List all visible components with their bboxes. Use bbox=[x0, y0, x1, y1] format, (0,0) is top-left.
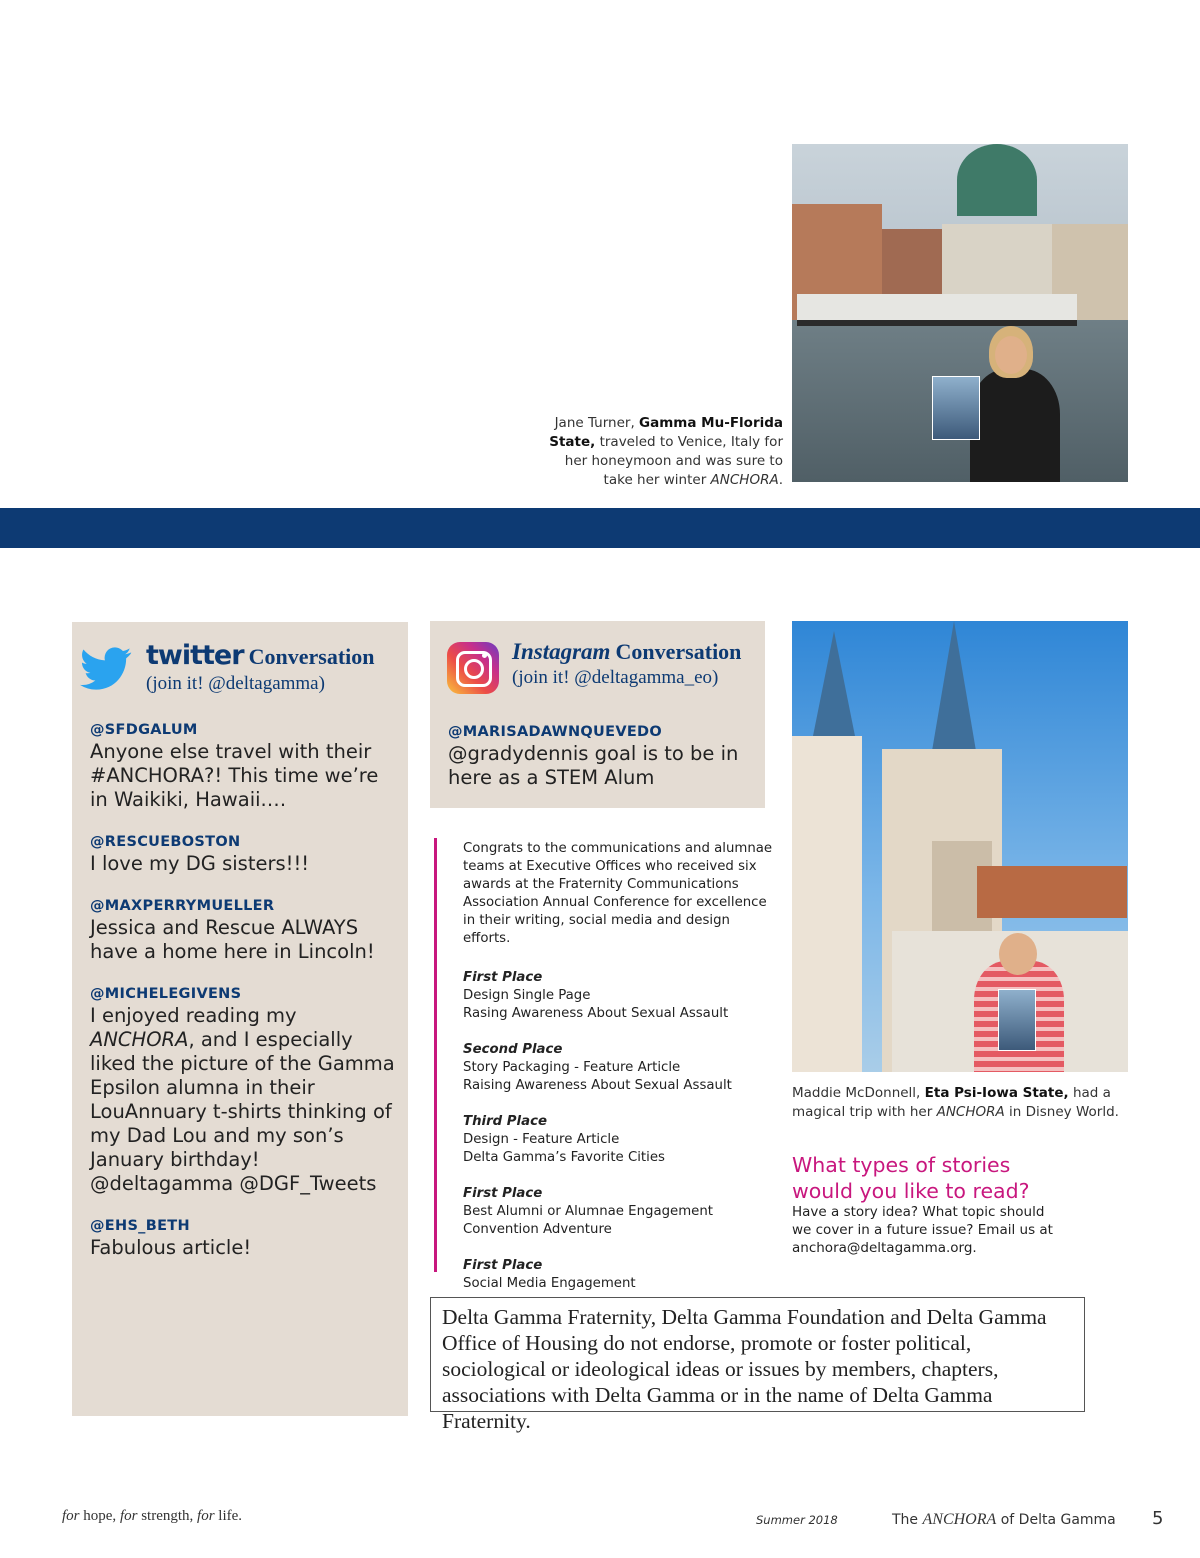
instagram-join: (join it! @deltagamma_eo) bbox=[512, 667, 719, 688]
award-item: First Place Design Single Page Rasing Awareness About Sexual Assault bbox=[463, 970, 729, 1021]
post-handle[interactable]: @MAXPERRYMUELLER bbox=[90, 898, 275, 914]
post-text: @gradydennis goal is to be in here as a STEM Alum bbox=[448, 742, 739, 789]
list-item bbox=[90, 722, 395, 812]
twitter-posts bbox=[90, 722, 395, 1260]
award-item: Second Place Story Packaging - Feature Article Raising Awareness About Sexual Assault bbox=[463, 1042, 732, 1093]
disney-caption: Maddie McDonnell, Eta Psi-Iowa State, had a magical trip with her ANCHORA in Disney World. bbox=[792, 1085, 1119, 1120]
post-handle[interactable]: @SFDGALUM bbox=[90, 722, 198, 738]
twitter-wordmark: twitter bbox=[146, 640, 244, 671]
twitter-header bbox=[146, 640, 375, 671]
post-text: Anyone else travel with their #ANCHORA?! This time we’re in Waikiki, Hawaii.… bbox=[90, 740, 379, 811]
instagram-panel bbox=[430, 621, 765, 808]
instagram-wordmark: Instagram bbox=[512, 639, 611, 664]
footer-magazine-title: The ANCHORA of Delta Gamma bbox=[892, 1511, 1116, 1528]
stories-heading: What types of stories would you like to read? bbox=[792, 1153, 1030, 1203]
section-divider-band bbox=[0, 508, 1200, 548]
twitter-bird-icon bbox=[80, 646, 132, 692]
list-item bbox=[90, 986, 395, 1196]
post-text: I love my DG sisters!!! bbox=[90, 852, 310, 875]
disclaimer-box: Delta Gamma Fraternity, Delta Gamma Foundation and Delta Gamma Office of Housing do not endorse, promote or foster political, sociological or ideological ideas or issues by members, chapters, associations with Delta Gamma or in the name of Delta Gamma Fraternity. bbox=[430, 1297, 1085, 1412]
award-item: First Place Social Media Engagement bbox=[463, 1258, 636, 1291]
awards-intro: Congrats to the communications and alumnae teams at Executive Offices who received six awards at the Fraternity Communications Association Annual Conference for excellence in their writing, social media and design efforts. bbox=[463, 841, 773, 946]
twitter-join: (join it! @deltagamma) bbox=[146, 673, 325, 694]
venice-photo bbox=[792, 144, 1128, 482]
venice-caption: Jane Turner, Gamma Mu-Florida State, traveled to Venice, Italy for her honeymoon and was sure to take her winter ANCHORA. bbox=[549, 415, 783, 488]
awards-accent-bar bbox=[434, 838, 437, 1272]
post-text: I enjoyed reading my ANCHORA, and I especially liked the picture of the Gamma Epsilon alumna in their LouAnnuary t-shirts thinking of my Dad Lou and my son’s January birthday! @deltagamma @DGF_Tweets bbox=[90, 1004, 395, 1195]
post-text: Jessica and Rescue ALWAYS have a home here in Lincoln! bbox=[90, 916, 375, 963]
instagram-header bbox=[512, 639, 741, 665]
instagram-title: Conversation bbox=[615, 639, 742, 664]
post-text: Fabulous article! bbox=[90, 1236, 252, 1259]
disney-photo bbox=[792, 621, 1128, 1072]
list-item bbox=[90, 1218, 395, 1260]
award-item: Third Place Design - Feature Article Delta Gamma’s Favorite Cities bbox=[463, 1114, 665, 1165]
stories-body: Have a story idea? What topic should we cover in a future issue? Email us at anchora@deltagamma.org. bbox=[792, 1204, 1053, 1256]
list-item bbox=[448, 724, 748, 790]
list-item bbox=[90, 834, 395, 876]
list-item bbox=[90, 898, 395, 964]
post-handle[interactable]: @EHS_BETH bbox=[90, 1218, 190, 1234]
post-handle[interactable]: @RESCUEBOSTON bbox=[90, 834, 241, 850]
awards-block bbox=[463, 840, 773, 1293]
footer-issue: Summer 2018 bbox=[756, 1513, 838, 1527]
twitter-title: Conversation bbox=[248, 644, 375, 669]
instagram-logo-icon bbox=[447, 642, 499, 694]
post-handle[interactable]: @MARISADAWNQUEVEDO bbox=[448, 724, 663, 740]
post-handle[interactable]: @MICHELEGIVENS bbox=[90, 986, 242, 1002]
award-item: First Place Best Alumni or Alumnae Engagement Convention Adventure bbox=[463, 1186, 713, 1237]
twitter-panel bbox=[72, 622, 408, 1416]
footer-tagline: for hope, for strength, for life. bbox=[62, 1508, 243, 1524]
page-number: 5 bbox=[1152, 1508, 1164, 1529]
